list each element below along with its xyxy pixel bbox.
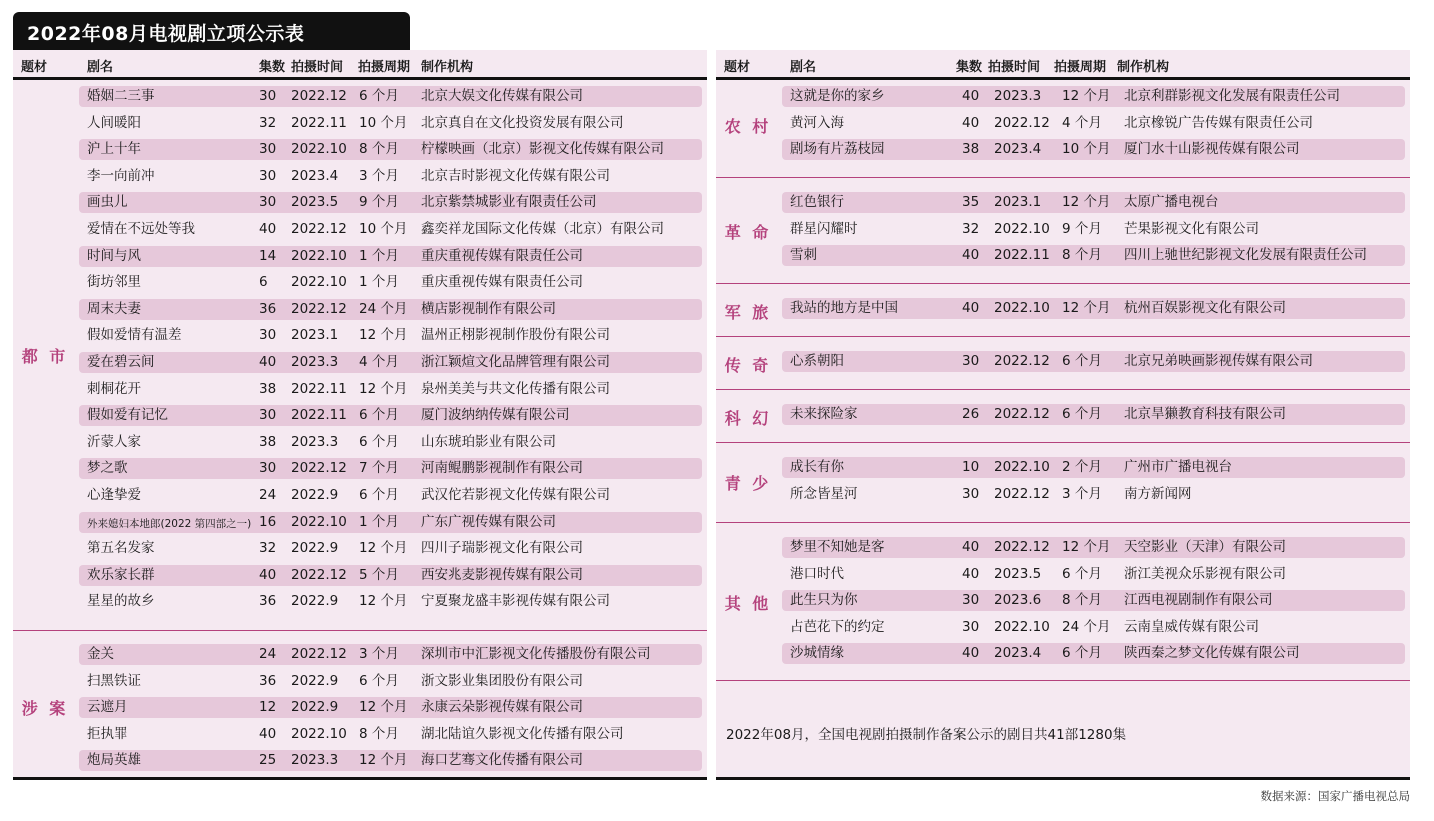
table-row	[79, 432, 702, 453]
production-company: 温州正栩影视制作股份有限公司	[421, 327, 610, 344]
episode-count: 38	[259, 433, 277, 450]
shoot-period: 12 个月	[359, 699, 408, 716]
production-company: 天空影业（天津）有限公司	[1124, 539, 1286, 555]
shoot-date: 2022.9	[291, 672, 339, 689]
episode-count: 30	[259, 327, 277, 344]
group-divider	[13, 630, 707, 631]
shoot-date: 2022.12	[291, 566, 347, 583]
header-org: 制作机构	[1117, 60, 1170, 75]
genre-label: 科 幻	[724, 409, 772, 428]
bottom-rule	[716, 777, 1410, 780]
drama-name: 群星闪耀时	[790, 220, 858, 237]
drama-name: 扫黑铁证	[87, 672, 141, 689]
shoot-period: 10 个月	[359, 221, 408, 237]
production-company: 北京利群影视文化发展有限责任公司	[1124, 88, 1340, 104]
shoot-date: 2022.9	[291, 487, 339, 503]
drama-name: 心逢挚爱	[87, 487, 141, 503]
drama-name: 人间暖阳	[87, 114, 141, 131]
shoot-period: 6 个月	[359, 433, 399, 450]
shoot-date: 2022.10	[994, 459, 1050, 475]
table-row	[782, 537, 1405, 558]
episode-count: 24	[259, 487, 277, 503]
table-row	[79, 591, 702, 612]
shoot-period: 8 个月	[1062, 247, 1102, 264]
group-divider	[716, 177, 1410, 178]
episode-count: 40	[259, 221, 277, 237]
genre-label: 传 奇	[724, 356, 772, 375]
drama-name: 港口时代	[790, 565, 844, 582]
shoot-date: 2022.12	[994, 114, 1050, 131]
drama-name: 星星的故乡	[87, 593, 155, 610]
episode-count: 30	[259, 407, 277, 424]
drama-name: 欢乐家长群	[87, 566, 155, 583]
header-name: 剧名	[87, 60, 114, 75]
table-row	[782, 404, 1405, 425]
table-row	[79, 352, 702, 373]
table-row	[79, 750, 702, 771]
episode-count: 30	[962, 618, 980, 635]
production-company: 西安兆麦影视传媒有限公司	[421, 566, 583, 583]
drama-name: 我站的地方是中国	[790, 300, 898, 316]
shoot-period: 12 个月	[359, 752, 408, 769]
production-company: 永康云朵影视传媒有限公司	[421, 699, 583, 716]
production-company: 北京大娱文化传媒有限公司	[421, 88, 583, 104]
shoot-period: 7 个月	[359, 460, 399, 477]
drama-name: 李一向前冲	[87, 167, 155, 184]
drama-name: 假如爱情有温差	[87, 327, 182, 344]
genre-label: 都 市	[21, 347, 69, 366]
drama-name: 红色银行	[790, 194, 844, 210]
episode-count: 12	[259, 699, 277, 716]
table-row	[782, 139, 1405, 160]
production-company: 北京吉时影视文化传媒有限公司	[421, 167, 610, 184]
drama-name: 剧场有片荔枝园	[790, 141, 885, 158]
shoot-date: 2023.6	[994, 592, 1042, 609]
header-org: 制作机构	[421, 60, 474, 75]
shoot-period: 24 个月	[359, 300, 408, 317]
shoot-date: 2022.10	[994, 220, 1050, 237]
episode-count: 40	[962, 247, 980, 264]
table-row	[782, 484, 1405, 505]
drama-name: 雪刺	[790, 247, 817, 264]
shoot-date: 2022.12	[291, 300, 347, 317]
table-row	[79, 379, 702, 400]
shoot-period: 9 个月	[1062, 220, 1102, 237]
drama-name: 沙城情缘	[790, 645, 844, 662]
group-divider	[716, 336, 1410, 337]
shoot-date: 2022.10	[994, 300, 1050, 316]
table-row	[782, 192, 1405, 213]
production-company: 江西电视剧制作有限公司	[1124, 592, 1273, 609]
group-divider	[716, 442, 1410, 443]
left-table	[13, 50, 707, 780]
production-company: 泉州美美与共文化传播有限公司	[421, 380, 610, 397]
episode-count: 6	[259, 274, 268, 291]
table-row	[79, 458, 702, 479]
shoot-date: 2022.10	[291, 247, 347, 264]
production-company: 北京紫禁城影业有限责任公司	[421, 194, 597, 211]
episode-count: 30	[962, 485, 980, 502]
shoot-period: 12 个月	[1062, 300, 1111, 316]
production-company: 鑫奕祥龙国际文化传媒（北京）有限公司	[421, 221, 664, 237]
shoot-date: 2022.12	[994, 485, 1050, 502]
production-company: 北京旱獭教育科技有限公司	[1124, 406, 1286, 422]
episode-count: 36	[259, 300, 277, 317]
shoot-period: 10 个月	[1062, 141, 1111, 158]
shoot-period: 12 个月	[359, 327, 408, 344]
episode-count: 40	[962, 645, 980, 662]
shoot-date: 2022.12	[994, 406, 1050, 422]
episode-count: 30	[259, 194, 277, 211]
shoot-date: 2022.11	[291, 114, 347, 131]
production-company: 广州市广播电视台	[1124, 459, 1232, 475]
table-row	[79, 113, 702, 134]
shoot-date: 2022.12	[291, 221, 347, 237]
episode-count: 10	[962, 459, 980, 475]
production-company: 广东广视传媒有限公司	[421, 513, 556, 530]
shoot-date: 2023.5	[994, 565, 1042, 582]
shoot-period: 12 个月	[1062, 194, 1111, 210]
episode-count: 40	[962, 88, 980, 104]
shoot-date: 2022.10	[291, 141, 347, 158]
episode-count: 40	[962, 539, 980, 555]
table-header	[716, 50, 1410, 80]
shoot-period: 3 个月	[359, 646, 399, 662]
shoot-period: 6 个月	[1062, 353, 1102, 369]
shoot-date: 2022.9	[291, 540, 339, 557]
drama-name: 街坊邻里	[87, 274, 141, 291]
table-row	[79, 299, 702, 320]
drama-name: 云遮月	[87, 699, 128, 716]
shoot-period: 5 个月	[359, 566, 399, 583]
drama-name: 黄河入海	[790, 114, 844, 131]
table-row	[782, 351, 1405, 372]
episode-count: 30	[259, 460, 277, 477]
production-company: 湖北陆谊久影视文化传播有限公司	[421, 725, 624, 742]
shoot-period: 3 个月	[1062, 485, 1102, 502]
group-divider	[716, 680, 1410, 681]
shoot-date: 2022.10	[291, 513, 347, 530]
data-source: 数据来源：国家广播电视总局	[1260, 789, 1410, 803]
header-name: 剧名	[790, 60, 817, 75]
drama-name: 婚姻二三事	[87, 88, 155, 104]
shoot-date: 2023.3	[994, 88, 1042, 104]
episode-count: 26	[962, 406, 980, 422]
table-row	[79, 538, 702, 559]
drama-name: 梦里不知她是客	[790, 539, 885, 555]
episode-count: 35	[962, 194, 980, 210]
table-row	[79, 219, 702, 240]
header-period: 拍摄周期	[1054, 60, 1107, 75]
episode-count: 40	[259, 566, 277, 583]
production-company: 厦门水十山影视传媒有限公司	[1124, 141, 1300, 158]
shoot-date: 2023.1	[994, 194, 1042, 210]
episode-count: 30	[962, 353, 980, 369]
shoot-period: 6 个月	[1062, 565, 1102, 582]
episode-count: 24	[259, 646, 277, 662]
shoot-date: 2022.12	[291, 460, 347, 477]
production-company: 陕西秦之梦文化传媒有限公司	[1124, 645, 1300, 662]
drama-name: 时间与风	[87, 247, 141, 264]
page-title: 2022年08月电视剧立项公示表	[27, 23, 305, 45]
drama-name: 未来探险家	[790, 406, 858, 422]
episode-count: 14	[259, 247, 277, 264]
table-row	[782, 219, 1405, 240]
right-table	[716, 50, 1410, 780]
drama-name: 刺桐花开	[87, 380, 141, 397]
shoot-date: 2022.10	[291, 725, 347, 742]
episode-count: 30	[259, 141, 277, 158]
shoot-date: 2022.10	[291, 274, 347, 291]
episode-count: 32	[259, 114, 277, 131]
drama-name: 拒执罪	[87, 725, 128, 742]
shoot-period: 9 个月	[359, 194, 399, 211]
drama-name: 画虫儿	[87, 194, 128, 211]
shoot-period: 8 个月	[1062, 592, 1102, 609]
table-row	[79, 644, 702, 665]
drama-name: 爱情在不远处等我	[87, 221, 195, 237]
header-episodes: 集数	[259, 60, 286, 75]
episode-count: 25	[259, 752, 277, 769]
production-company: 武汉佗若影视文化传媒有限公司	[421, 487, 610, 503]
table-row	[79, 724, 702, 745]
shoot-period: 4 个月	[1062, 114, 1102, 131]
episode-count: 30	[259, 88, 277, 104]
group-divider	[716, 283, 1410, 284]
table-row	[79, 485, 702, 506]
summary-text: 2022年08月，全国电视剧拍摄制作备案公示的剧目共41部1280集	[726, 727, 1127, 743]
table-row	[79, 512, 702, 533]
table-row	[782, 298, 1405, 319]
table-row	[79, 246, 702, 267]
drama-name: 沂蒙人家	[87, 433, 141, 450]
drama-name: 爱在碧云间	[87, 354, 155, 370]
header-genre: 题材	[21, 60, 48, 75]
production-company: 太原广播电视台	[1124, 194, 1219, 210]
production-company: 重庆重视传媒有限责任公司	[421, 274, 583, 291]
production-company: 北京橡锐广告传媒有限责任公司	[1124, 114, 1313, 131]
header-period: 拍摄周期	[358, 60, 411, 75]
shoot-date: 2023.4	[994, 141, 1042, 158]
drama-name: 第五名发家	[87, 540, 155, 557]
table-row	[79, 272, 702, 293]
production-company: 厦门波纳纳传媒有限公司	[421, 407, 570, 424]
shoot-period: 1 个月	[359, 274, 399, 291]
shoot-date: 2022.12	[291, 646, 347, 662]
genre-label: 军 旅	[724, 303, 772, 322]
production-company: 海口艺骞文化传播有限公司	[421, 752, 583, 769]
genre-label: 青 少	[724, 474, 772, 493]
drama-name: 心系朝阳	[790, 353, 844, 369]
episode-count: 36	[259, 672, 277, 689]
shoot-period: 12 个月	[1062, 88, 1111, 104]
shoot-period: 12 个月	[359, 593, 408, 610]
drama-name: 这就是你的家乡	[790, 88, 885, 104]
shoot-period: 12 个月	[359, 540, 408, 557]
drama-name: 占芭花下的约定	[790, 618, 885, 635]
bottom-rule	[13, 777, 707, 780]
shoot-period: 6 个月	[1062, 645, 1102, 662]
group-divider	[716, 389, 1410, 390]
shoot-period: 1 个月	[359, 247, 399, 264]
production-company: 河南鲲鹏影视制作有限公司	[421, 460, 583, 477]
production-company: 重庆重视传媒有限责任公司	[421, 247, 583, 264]
episode-count: 40	[962, 300, 980, 316]
table-row	[782, 590, 1405, 611]
drama-name: 假如爱有记忆	[87, 407, 168, 424]
episode-count: 38	[259, 380, 277, 397]
shoot-period: 12 个月	[1062, 539, 1111, 555]
shoot-period: 8 个月	[359, 141, 399, 158]
production-company: 浙江颖煊文化品牌管理有限公司	[421, 354, 610, 370]
header-episodes: 集数	[956, 60, 983, 75]
header-time: 拍摄时间	[291, 60, 344, 75]
header-genre: 题材	[724, 60, 751, 75]
table-row	[782, 113, 1405, 134]
production-company: 柠檬映画（北京）影视文化传媒有限公司	[421, 141, 664, 158]
table-row	[782, 245, 1405, 266]
drama-name: 所念皆星河	[790, 485, 858, 502]
shoot-date: 2023.3	[291, 354, 339, 370]
shoot-date: 2022.11	[291, 380, 347, 397]
shoot-period: 3 个月	[359, 167, 399, 184]
episode-count: 38	[962, 141, 980, 158]
shoot-date: 2022.11	[291, 407, 347, 424]
shoot-period: 6 个月	[1062, 406, 1102, 422]
shoot-date: 2023.3	[291, 433, 339, 450]
production-company: 浙文影业集团股份有限公司	[421, 672, 583, 689]
production-company: 北京真自在文化投资发展有限公司	[421, 114, 624, 131]
episode-count: 40	[259, 354, 277, 370]
shoot-period: 6 个月	[359, 407, 399, 424]
shoot-period: 6 个月	[359, 672, 399, 689]
shoot-date: 2023.4	[291, 167, 339, 184]
drama-name: 成长有你	[790, 459, 844, 475]
episode-count: 30	[259, 167, 277, 184]
genre-label: 涉 案	[21, 699, 69, 718]
drama-name: 金关	[87, 646, 114, 662]
shoot-period: 12 个月	[359, 380, 408, 397]
table-row	[782, 86, 1405, 107]
shoot-period: 1 个月	[359, 513, 399, 530]
shoot-date: 2022.11	[994, 247, 1050, 264]
drama-name: 此生只为你	[790, 592, 858, 609]
header-time: 拍摄时间	[988, 60, 1041, 75]
title-banner	[13, 12, 410, 50]
production-company: 山东琥珀影业有限公司	[421, 433, 556, 450]
shoot-date: 2022.12	[994, 353, 1050, 369]
table-row	[79, 697, 702, 718]
shoot-date: 2022.9	[291, 593, 339, 610]
episode-count: 40	[962, 114, 980, 131]
production-company: 南方新闻网	[1124, 485, 1192, 502]
shoot-date: 2023.1	[291, 327, 339, 344]
shoot-period: 10 个月	[359, 114, 408, 131]
table-row	[79, 405, 702, 426]
episode-count: 40	[259, 725, 277, 742]
production-company: 北京兄弟映画影视传媒有限公司	[1124, 353, 1313, 369]
genre-label: 农 村	[724, 117, 772, 136]
production-company: 四川上驰世纪影视文化发展有限责任公司	[1124, 247, 1367, 264]
table-row	[782, 564, 1405, 585]
episode-count: 32	[962, 220, 980, 237]
shoot-period: 6 个月	[359, 88, 399, 104]
shoot-date: 2022.10	[994, 618, 1050, 635]
table-row	[782, 617, 1405, 638]
drama-name: 炮局英雄	[87, 752, 141, 769]
table-row	[79, 139, 702, 160]
table-row	[79, 192, 702, 213]
genre-label: 革 命	[724, 223, 772, 242]
table-row	[79, 565, 702, 586]
genre-label: 其 他	[724, 594, 772, 613]
production-company: 四川子瑞影视文化有限公司	[421, 540, 583, 557]
production-company: 芒果影视文化有限公司	[1124, 220, 1259, 237]
drama-name: 沪上十年	[87, 141, 141, 158]
production-company: 杭州百娱影视文化有限公司	[1124, 300, 1286, 316]
table-row	[782, 457, 1405, 478]
shoot-period: 24 个月	[1062, 618, 1111, 635]
shoot-period: 8 个月	[359, 725, 399, 742]
episode-count: 32	[259, 540, 277, 557]
production-company: 浙江美视众乐影视有限公司	[1124, 565, 1286, 582]
shoot-date: 2023.5	[291, 194, 339, 211]
shoot-date: 2023.4	[994, 645, 1042, 662]
table-row	[79, 325, 702, 346]
table-row	[79, 671, 702, 692]
shoot-date: 2023.3	[291, 752, 339, 769]
table-row	[79, 166, 702, 187]
episode-count: 36	[259, 593, 277, 610]
episode-count: 16	[259, 513, 277, 530]
episode-count: 30	[962, 592, 980, 609]
production-company: 深圳市中汇影视文化传播股份有限公司	[421, 646, 651, 662]
shoot-date: 2022.12	[994, 539, 1050, 555]
shoot-period: 2 个月	[1062, 459, 1102, 475]
shoot-date: 2022.12	[291, 88, 347, 104]
episode-count: 40	[962, 565, 980, 582]
drama-name: 外来媳妇本地郎(2022 第四部之一)	[87, 517, 252, 530]
table-header	[13, 50, 707, 80]
production-company: 横店影视制作有限公司	[421, 300, 556, 317]
table-row	[79, 86, 702, 107]
group-divider	[716, 522, 1410, 523]
production-company: 宁夏聚龙盛丰影视传媒有限公司	[421, 593, 610, 610]
production-company: 云南皇威传媒有限公司	[1124, 618, 1259, 635]
shoot-date: 2022.9	[291, 699, 339, 716]
shoot-period: 4 个月	[359, 354, 399, 370]
drama-name: 周末夫妻	[87, 300, 141, 317]
shoot-period: 6 个月	[359, 487, 399, 503]
table-row	[782, 643, 1405, 664]
drama-name: 梦之歌	[87, 460, 128, 477]
